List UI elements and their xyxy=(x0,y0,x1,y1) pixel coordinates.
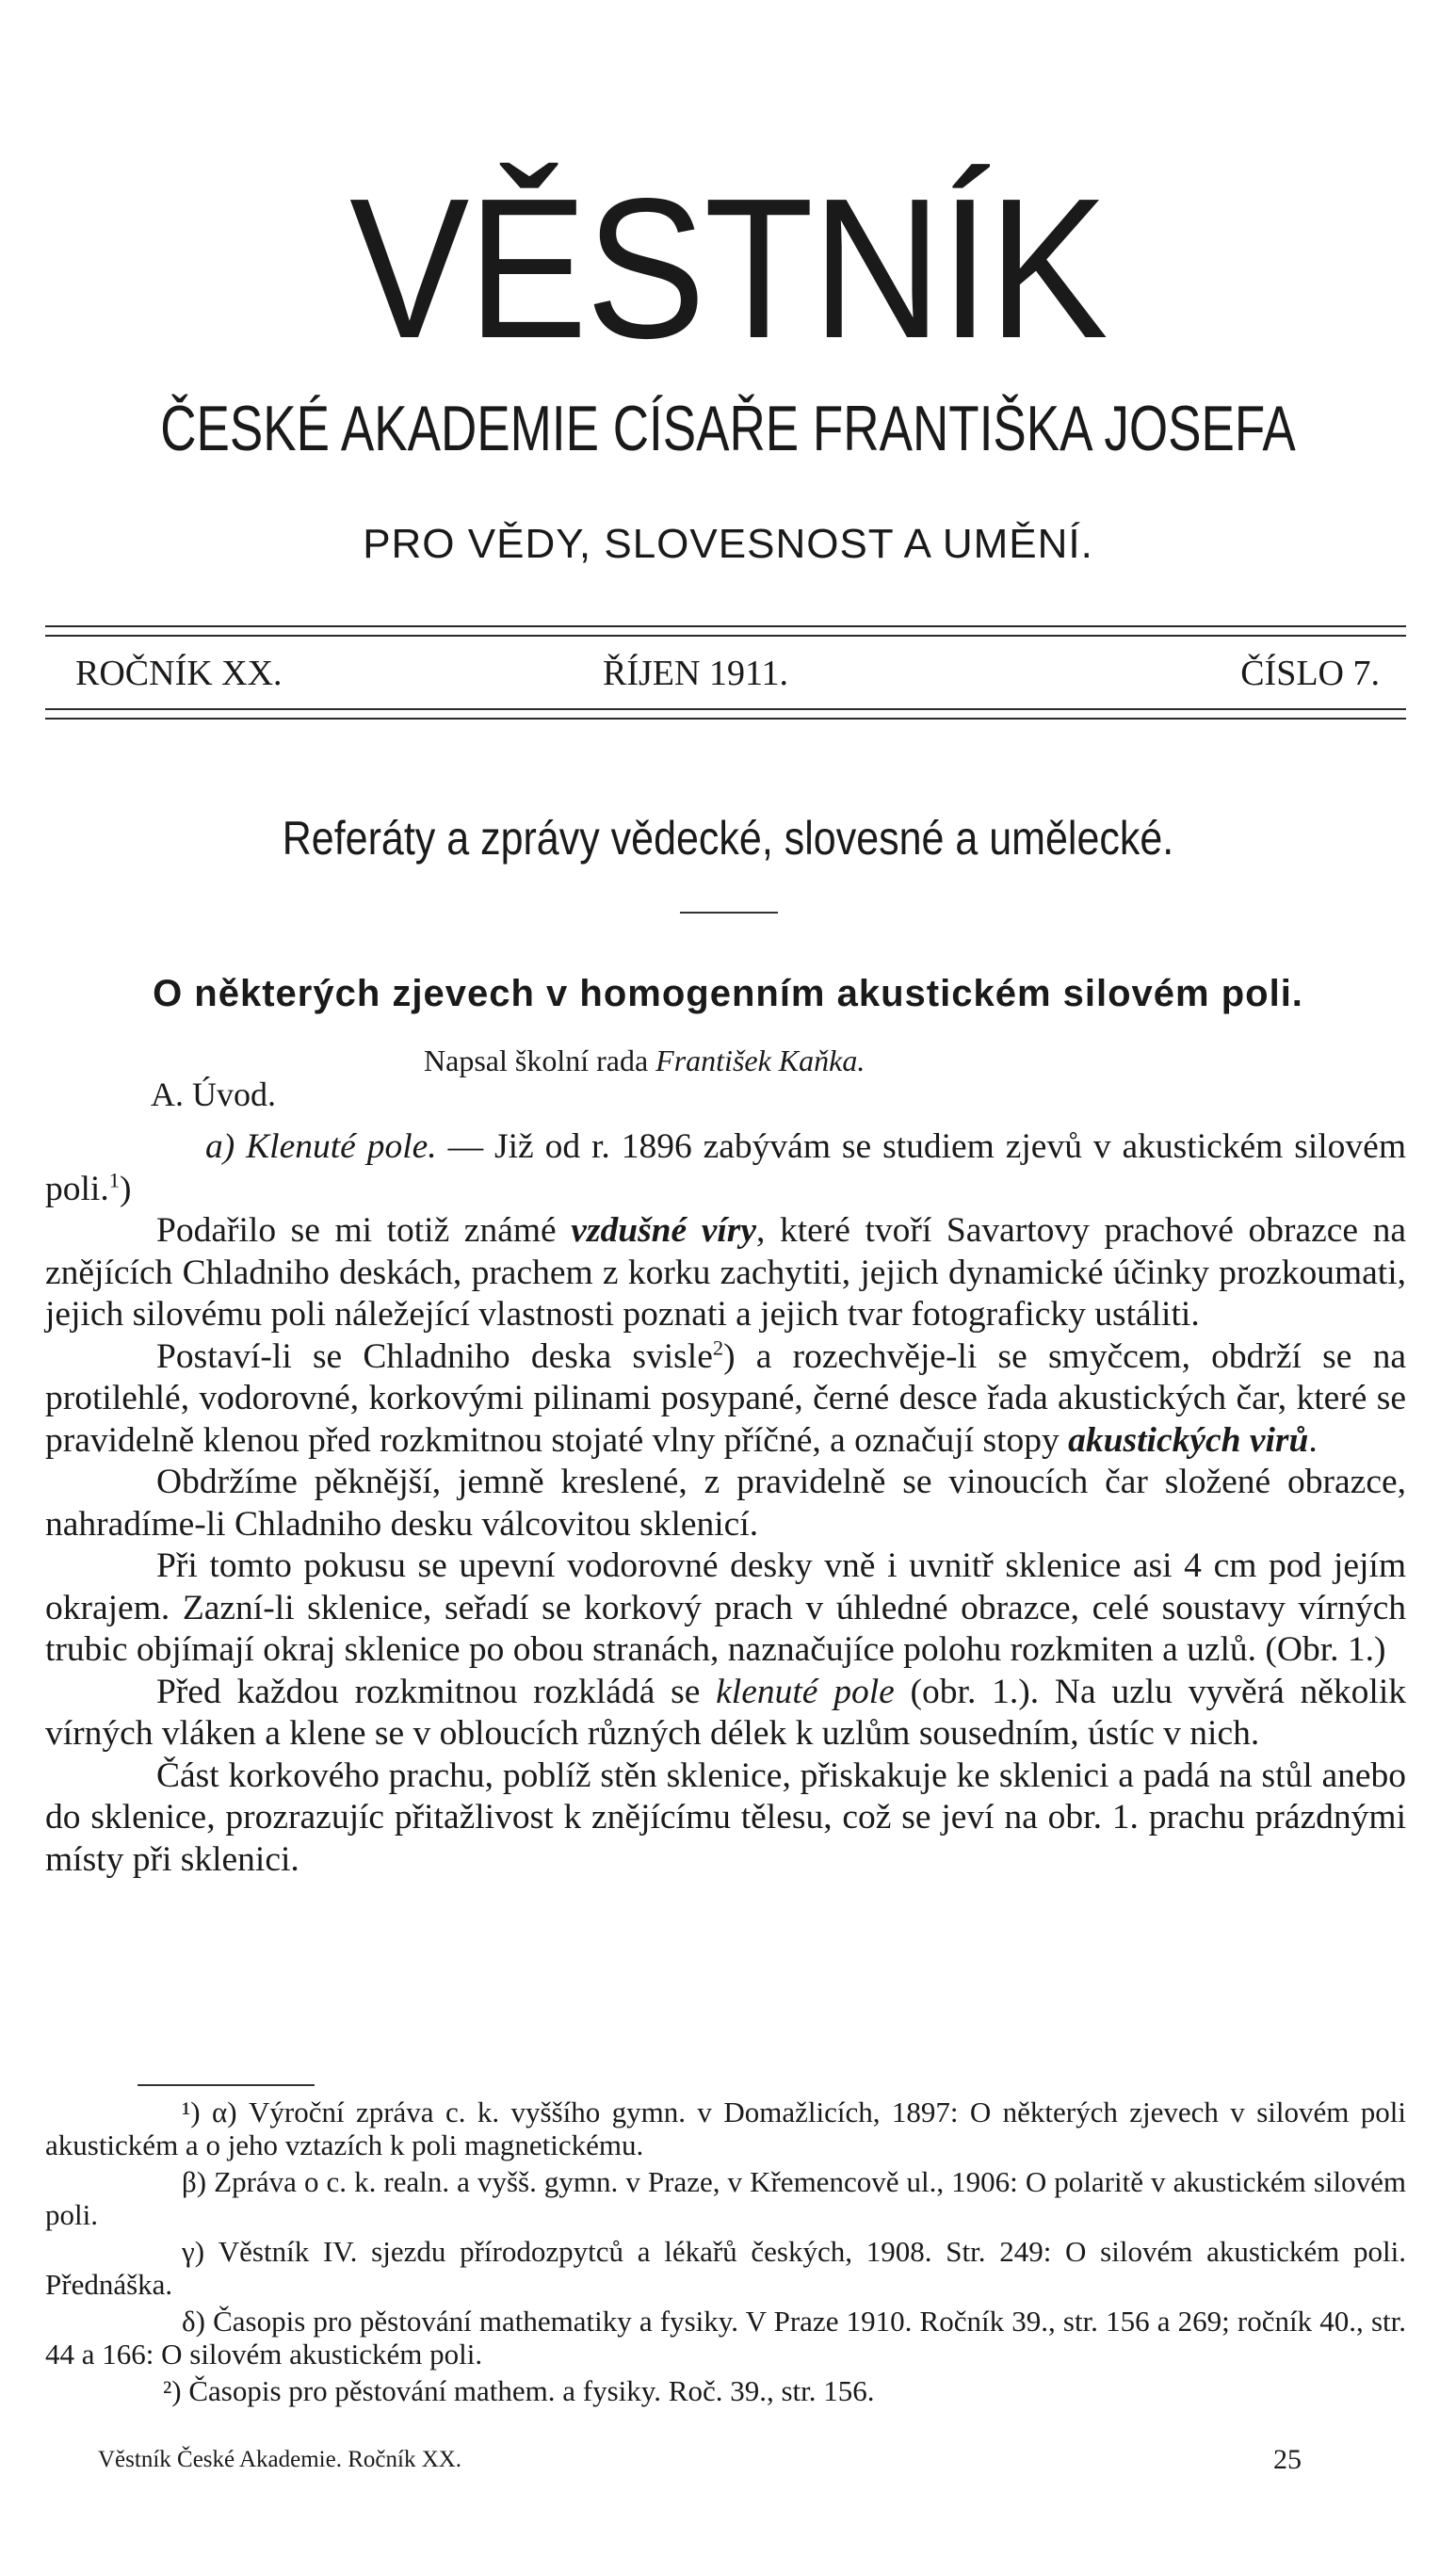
issue-info-bar xyxy=(75,650,1380,697)
footnote-rule xyxy=(138,2084,315,2086)
paragraph-5: Při tomto pokusu se upevní vodorovné desky vně i uvnitř sklenice asi 4 cm pod jejím okrajem. Zazní-li sklenice, seřadí se korkový prach v úhledné obrazce, celé soustavy vírných trubic objímají okraj sklenice po obou stranách, naznačujíce polohu rozkmiten a uzlů. (Obr. 1.) xyxy=(45,1546,1406,1669)
article-title: O některých zjevech v homogenním akustickém silovém poli. xyxy=(153,973,1303,1014)
emphasis: klenuté pole xyxy=(716,1672,895,1711)
footnote-1b: β) Zpráva o c. k. realn. a vyšš. gymn. v Praze, v Křemencově ul., 1906: O polaritě v akustickém silovém poli. xyxy=(45,2165,1406,2231)
running-footer: Věstník České Akademie. Ročník XX. xyxy=(98,2447,462,2472)
double-rule-top-b xyxy=(45,635,1406,637)
paragraph-1: a) Klenuté pole. — Již od r. 1896 zabývám se studiem zjevů v akustickém silovém poli.$^1$) xyxy=(45,1127,1406,1208)
author-name: František Kaňka. xyxy=(655,1044,866,1077)
issue-number: ČÍSLO 7. xyxy=(1240,654,1380,693)
footnote-1a: ¹) α) Výroční zpráva c. k. vyššího gymn. v Domažlicích, 1897: O některých zjevech v silovém poli akustickém a o jeho vztazích k poli magnetickému. xyxy=(45,2096,1406,2161)
footnote-ref-2: 2 xyxy=(712,1335,724,1359)
emphasis: vzdušné víry xyxy=(571,1211,757,1250)
footnote-ref-1: 1 xyxy=(108,1168,120,1191)
paragraph-3: Postaví-li se Chladniho deska svisle$^2$) a rozechvěje-li se smyčcem, obdrží se na protilehlé, vodorovné, korkovými pilinami posypané, černé desce řada akustických čar, které se pravidelně klenou před rozkmitnou stojaté vlny příčné, a označují stopy akustických virů. xyxy=(45,1335,1406,1460)
emphasis: akustických virů xyxy=(1068,1420,1309,1460)
subsection-label: a) xyxy=(205,1127,235,1166)
separator-rule xyxy=(680,912,778,914)
journal-subtitle-2: PRO VĚDY, SLOVESNOST A UMĚNÍ. xyxy=(363,521,1093,567)
paragraph-2: Podařilo se mi totiž známé vzdušné víry, které tvoří Savartovy prachové obrazce na znějících Chladniho deskách, prachem z korku zachytiti, jejich dynamické účinky prozkoumati, jejich silovému poli náležející vlastnosti poznati a jejich tvar fotograficky ustáliti. xyxy=(45,1211,1407,1334)
double-rule-top-a xyxy=(45,625,1406,627)
paragraph-6: Před každou rozkmitnou rozkládá se klenuté pole (obr. 1.). Na uzlu vyvěrá několik vírných vláken a klene se v obloucích různých délek k uzlům sousedním, ústíc v nich. xyxy=(45,1672,1406,1753)
article-author xyxy=(424,1042,865,1079)
section-label: A. Úvod. xyxy=(151,1076,276,1113)
paragraph-7: Část korkového prachu, poblíž stěn sklenice, přiskakuje ke sklenici a padá na stůl anebo do sklenice, prozrazujíc přitažlivost k znějícímu tělesu, což se jeví na obr. 1. prachu prázdnými místy při sklenici. xyxy=(45,1756,1406,1879)
page-footer xyxy=(98,2441,1322,2479)
double-rule-bottom-b xyxy=(45,718,1406,720)
author-prefix: Napsal školní rada xyxy=(424,1044,649,1077)
footnotes xyxy=(45,2096,1406,2411)
footnote-2: ²) Časopis pro pěstování mathem. a fysiky. Roč. 39., str. 156. xyxy=(163,2374,875,2407)
footnote-1d: δ) Časopis pro pěstování mathematiky a fysiky. V Praze 1910. Ročník 39., str. 156 a 269; ročník 40., str. 44 a 166: O silovém akustickém poli. xyxy=(45,2305,1406,2371)
footnote-1c: γ) Věstník IV. sjezdu přírodozpytců a lékařů českých, 1908. Str. 249: O silovém akustickém poli. Přednáška. xyxy=(45,2235,1406,2301)
issue-date: ŘÍJEN 1911. xyxy=(603,654,789,693)
page-number: 25 xyxy=(1273,2444,1302,2475)
paragraph-4: Obdržíme pěknější, jemně kreslené, z pravidelně se vinoucích čar složené obrazce, nahradíme-li Chladniho desku válcovitou sklenicí. xyxy=(45,1463,1406,1544)
section-heading: Referáty a zprávy vědecké, slovesné a umělecké. xyxy=(282,812,1174,865)
subsection-heading: Klenuté pole. xyxy=(246,1127,437,1166)
article-body xyxy=(45,1126,1406,1881)
issue-volume: ROČNÍK XX. xyxy=(75,654,283,693)
double-rule-bottom-a xyxy=(45,708,1406,710)
journal-title: VĚSTNÍK xyxy=(349,156,1107,380)
journal-subtitle: ČESKÉ AKADEMIE CÍSAŘE FRANTIŠKA JOSEFA xyxy=(160,393,1296,464)
